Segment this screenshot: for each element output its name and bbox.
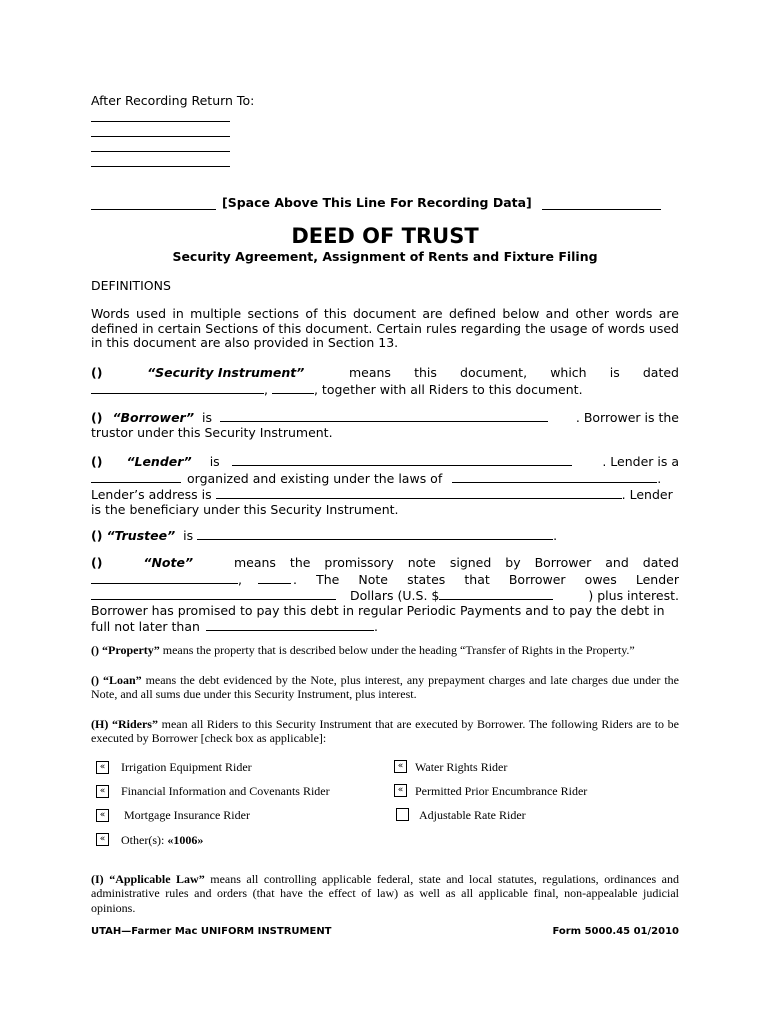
definition-riders: (H) “Riders” mean all Riders to this Security Instrument that are executed by Borrower. The following Riders are to be executed by Borrower [check box as applicable]:: [91, 717, 680, 746]
rider-label-irrigation: Irrigation Equipment Rider: [121, 760, 252, 774]
definition-term: “Lender”: [126, 454, 192, 469]
footer-form-number: Form 5000.45 01/2010: [552, 926, 679, 937]
rider-label-adjustable-rate: Adjustable Rate Rider: [419, 808, 526, 822]
definition-marker: (I): [91, 872, 104, 886]
definition-term: “Note”: [143, 555, 194, 570]
definition-term: “Loan”: [102, 673, 142, 687]
definition-marker: (): [91, 673, 99, 687]
lender-type-blank[interactable]: [91, 470, 181, 483]
borrower-name-blank[interactable]: [220, 409, 548, 422]
definition-lender: () “Lender” is . Lender is a organized and existing under the laws of . Lender’s address is . Lender is the beneficiary under this Security Instrument.: [91, 454, 679, 517]
rider-checkbox-other[interactable]: «: [96, 833, 109, 846]
definition-term: “Trustee”: [106, 528, 176, 543]
rider-checkbox-adjustable-rate[interactable]: [396, 808, 409, 821]
dated-blank[interactable]: [91, 381, 264, 394]
rider-checkbox-irrigation[interactable]: «: [96, 761, 109, 774]
definition-text: means this document, which is dated: [348, 365, 679, 380]
note-maturity-blank[interactable]: [206, 618, 374, 631]
definition-marker: (H): [91, 717, 109, 731]
rider-label-water-rights: Water Rights Rider: [415, 760, 508, 774]
definition-term: “Applicable Law”: [109, 872, 205, 886]
year-blank[interactable]: [272, 381, 314, 394]
rider-checkbox-water-rights[interactable]: «: [394, 760, 407, 773]
definition-marker: (): [91, 528, 103, 543]
document-title: DEED OF TRUST: [291, 224, 479, 248]
definition-term: “Riders”: [111, 717, 158, 731]
definition-loan: () “Loan” means the debt evidenced by the Note, plus interest, any prepayment charges and late charges due under the Note, and all sums due under this Security Instrument, plus interest.: [91, 673, 680, 702]
rider-other-value: «1006»: [167, 833, 204, 847]
definition-borrower: () “Borrower” is . Borrower is the trustor under this Security Instrument.: [91, 410, 679, 440]
lender-name-blank[interactable]: [232, 453, 572, 466]
return-to-line-4[interactable]: [91, 166, 230, 167]
recording-line-right: [542, 209, 661, 210]
footer-instrument-label: UTAH—Farmer Mac UNIFORM INSTRUMENT: [91, 926, 332, 937]
definition-note: () “Note” means the promissory note signed by Borrower and dated , . The Note states that Borrower owes Lender Dollars (U.S. $ ) plus interest. Borrower has promised to pay this debt in regular Periodic Payments and to pay the debt in full not later than .: [91, 555, 679, 635]
definition-term: “Borrower”: [112, 410, 194, 425]
recording-data-label: [Space Above This Line For Recording Data]: [222, 195, 532, 210]
definition-trustee: () “Trustee” is .: [91, 528, 558, 543]
definition-property: () “Property” means the property that is described below under the heading “Transfer of Rights in the Property.”: [91, 643, 635, 657]
definition-marker: (): [91, 555, 103, 570]
rider-label-other: Other(s): «1006»: [121, 833, 204, 847]
definition-marker: (): [91, 643, 99, 657]
recording-line-left: [91, 209, 216, 210]
return-to-label: After Recording Return To:: [91, 93, 255, 108]
note-amount-words-blank[interactable]: [91, 587, 336, 600]
definition-term: “Security Instrument”: [147, 365, 305, 380]
definitions-heading: DEFINITIONS: [91, 278, 171, 293]
return-to-line-2[interactable]: [91, 136, 230, 137]
return-to-line-1[interactable]: [91, 121, 230, 122]
return-to-line-3[interactable]: [91, 151, 230, 152]
definition-marker: (): [91, 454, 103, 469]
definitions-intro: Words used in multiple sections of this document are defined below and other words are defined in certain Sections of this document. Certain rules regarding the usage of words used in this document are also provided in Section 13.: [91, 306, 679, 351]
rider-label-financial-information: Financial Information and Covenants Rider: [121, 784, 330, 798]
definition-marker: (): [91, 365, 103, 380]
lender-address-blank[interactable]: [216, 486, 622, 499]
lender-state-blank[interactable]: [452, 470, 657, 483]
document-subtitle: Security Agreement, Assignment of Rents and Fixture Filing: [172, 249, 598, 264]
definition-term: “Property”: [102, 643, 160, 657]
definition-security-instrument: () “Security Instrument” means this document, which is dated , , together with all Riders to this document.: [91, 365, 679, 397]
definition-marker: (): [91, 410, 103, 425]
trustee-name-blank[interactable]: [197, 527, 553, 540]
rider-checkbox-financial-information[interactable]: «: [96, 785, 109, 798]
note-amount-blank[interactable]: [439, 587, 553, 600]
note-date-blank[interactable]: [91, 571, 238, 584]
rider-label-permitted-prior-encumbrance: Permitted Prior Encumbrance Rider: [415, 784, 588, 798]
note-year-blank[interactable]: [258, 571, 291, 584]
rider-checkbox-permitted-prior-encumbrance[interactable]: «: [394, 784, 407, 797]
rider-label-mortgage-insurance: Mortgage Insurance Rider: [124, 808, 250, 822]
definition-applicable-law: (I) “Applicable Law” means all controlling applicable federal, state and local statutes, regulations, ordinances and administrative rules and orders (that have the effect of law) as well as all applicable final, non-appealable judicial opinions.: [91, 872, 680, 915]
rider-checkbox-mortgage-insurance[interactable]: «: [96, 809, 109, 822]
